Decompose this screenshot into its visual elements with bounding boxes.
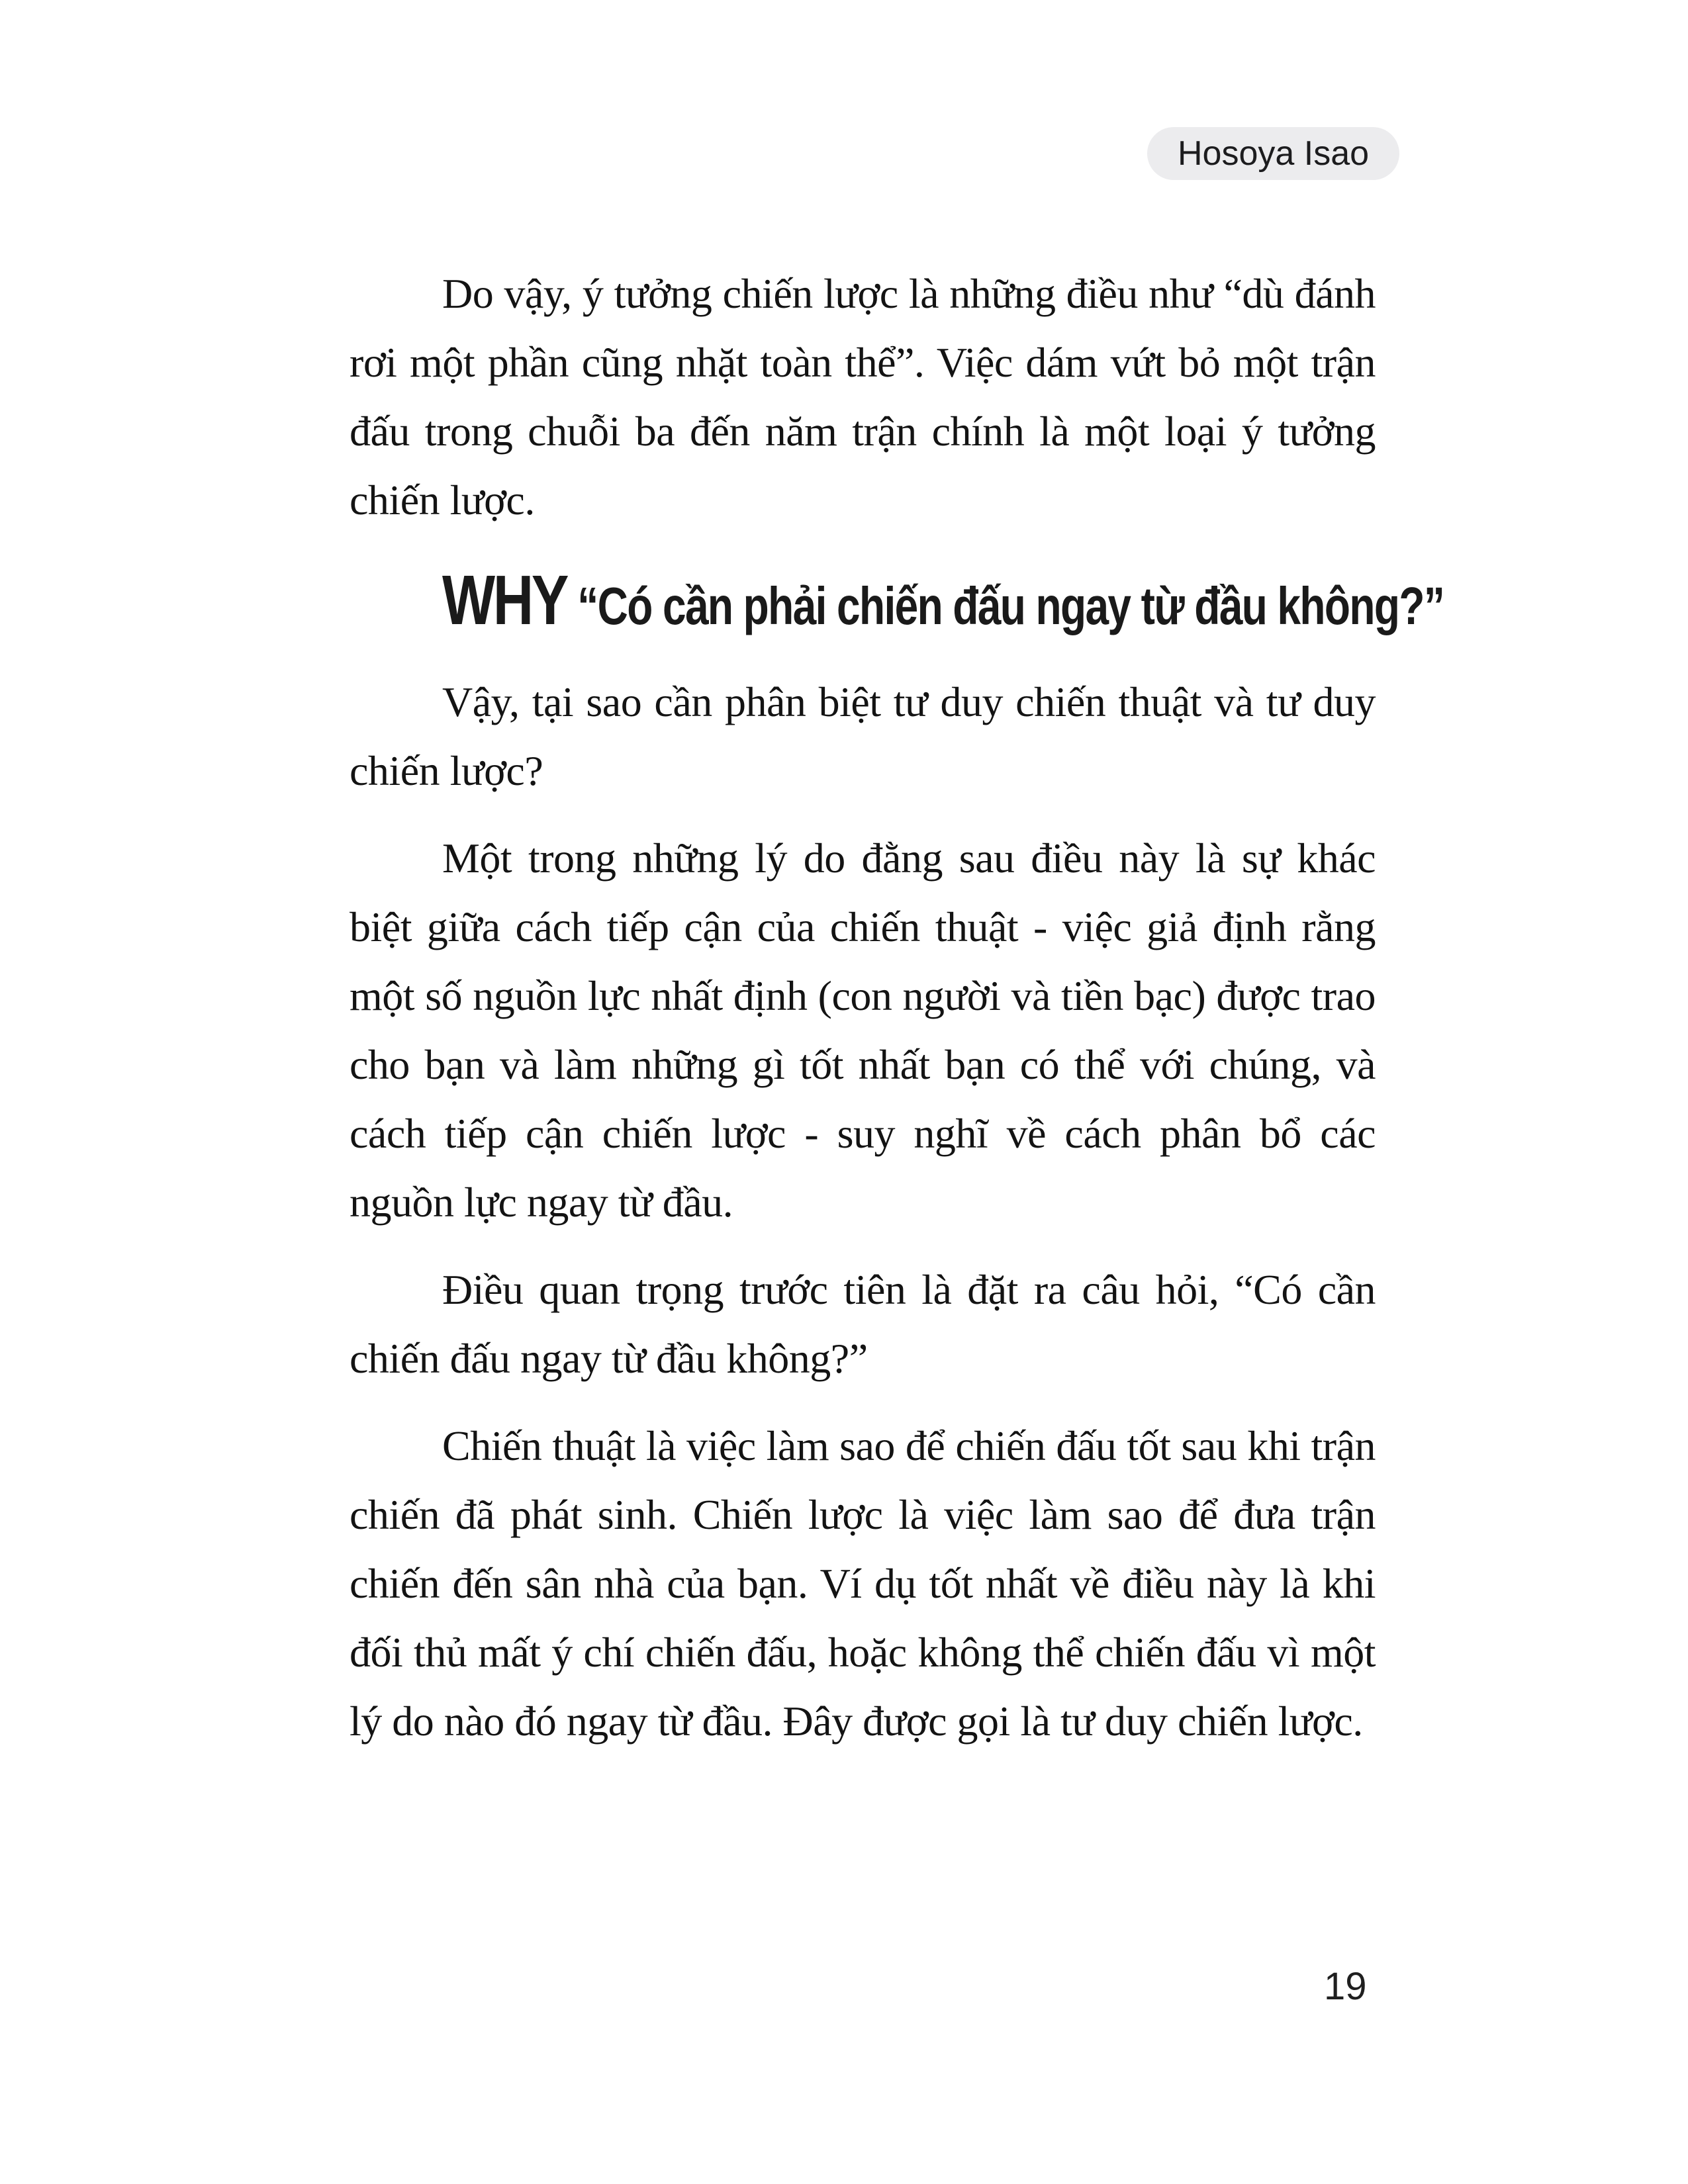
paragraph: Một trong những lý do đằng sau điều này là sự khác biệt giữa cách tiếp cận của chiến thuật - việc giả định rằng một số nguồn lực nhất định (con người và tiền bạc) được trao cho bạn và làm những gì tốt nhất bạn có thể với chúng, và cách tiếp cận chiến lược - suy nghĩ về cách phân bổ các nguồn lực ngay từ đầu. bbox=[350, 835, 1376, 1226]
paragraph: Chiến thuật là việc làm sao để chiến đấu tốt sau khi trận chiến đã phát sinh. Chiến lược là việc làm sao để đưa trận chiến đến sân nhà của bạn. Ví dụ tốt nhất về điều này là khi đối thủ mất ý chí chiến đấu, hoặc không thể chiến đấu vì một lý do nào đó ngay từ đầu. Đây được gọi là tư duy chiến lược. bbox=[350, 1422, 1376, 1745]
section-heading bbox=[442, 561, 1444, 643]
header-author-name: Hosoya Isao bbox=[1178, 134, 1370, 173]
page-number: 19 bbox=[1324, 1965, 1367, 2008]
header-author-pill bbox=[1147, 127, 1399, 180]
section-heading-quote-text: “Có cần phải chiến đấu ngay từ đầu không?” bbox=[577, 576, 1444, 635]
paragraph: Điều quan trọng trước tiên là đặt ra câu hỏi, “Có cần chiến đấu ngay từ đầu không?” bbox=[350, 1266, 1376, 1382]
section-heading-why-label: WHY bbox=[442, 561, 567, 639]
paragraph: Vậy, tại sao cần phân biệt tư duy chiến thuật và tư duy chiến lược? bbox=[350, 678, 1376, 794]
paragraph: Do vậy, ý tưởng chiến lược là những điều như “dù đánh rơi một phần cũng nhặt toàn thể”. Việc dám vứt bỏ một trận đấu trong chuỗi ba đến năm trận chính là một loại ý tưởng chiến lược. bbox=[350, 270, 1376, 523]
body-text-column bbox=[350, 259, 1444, 1756]
